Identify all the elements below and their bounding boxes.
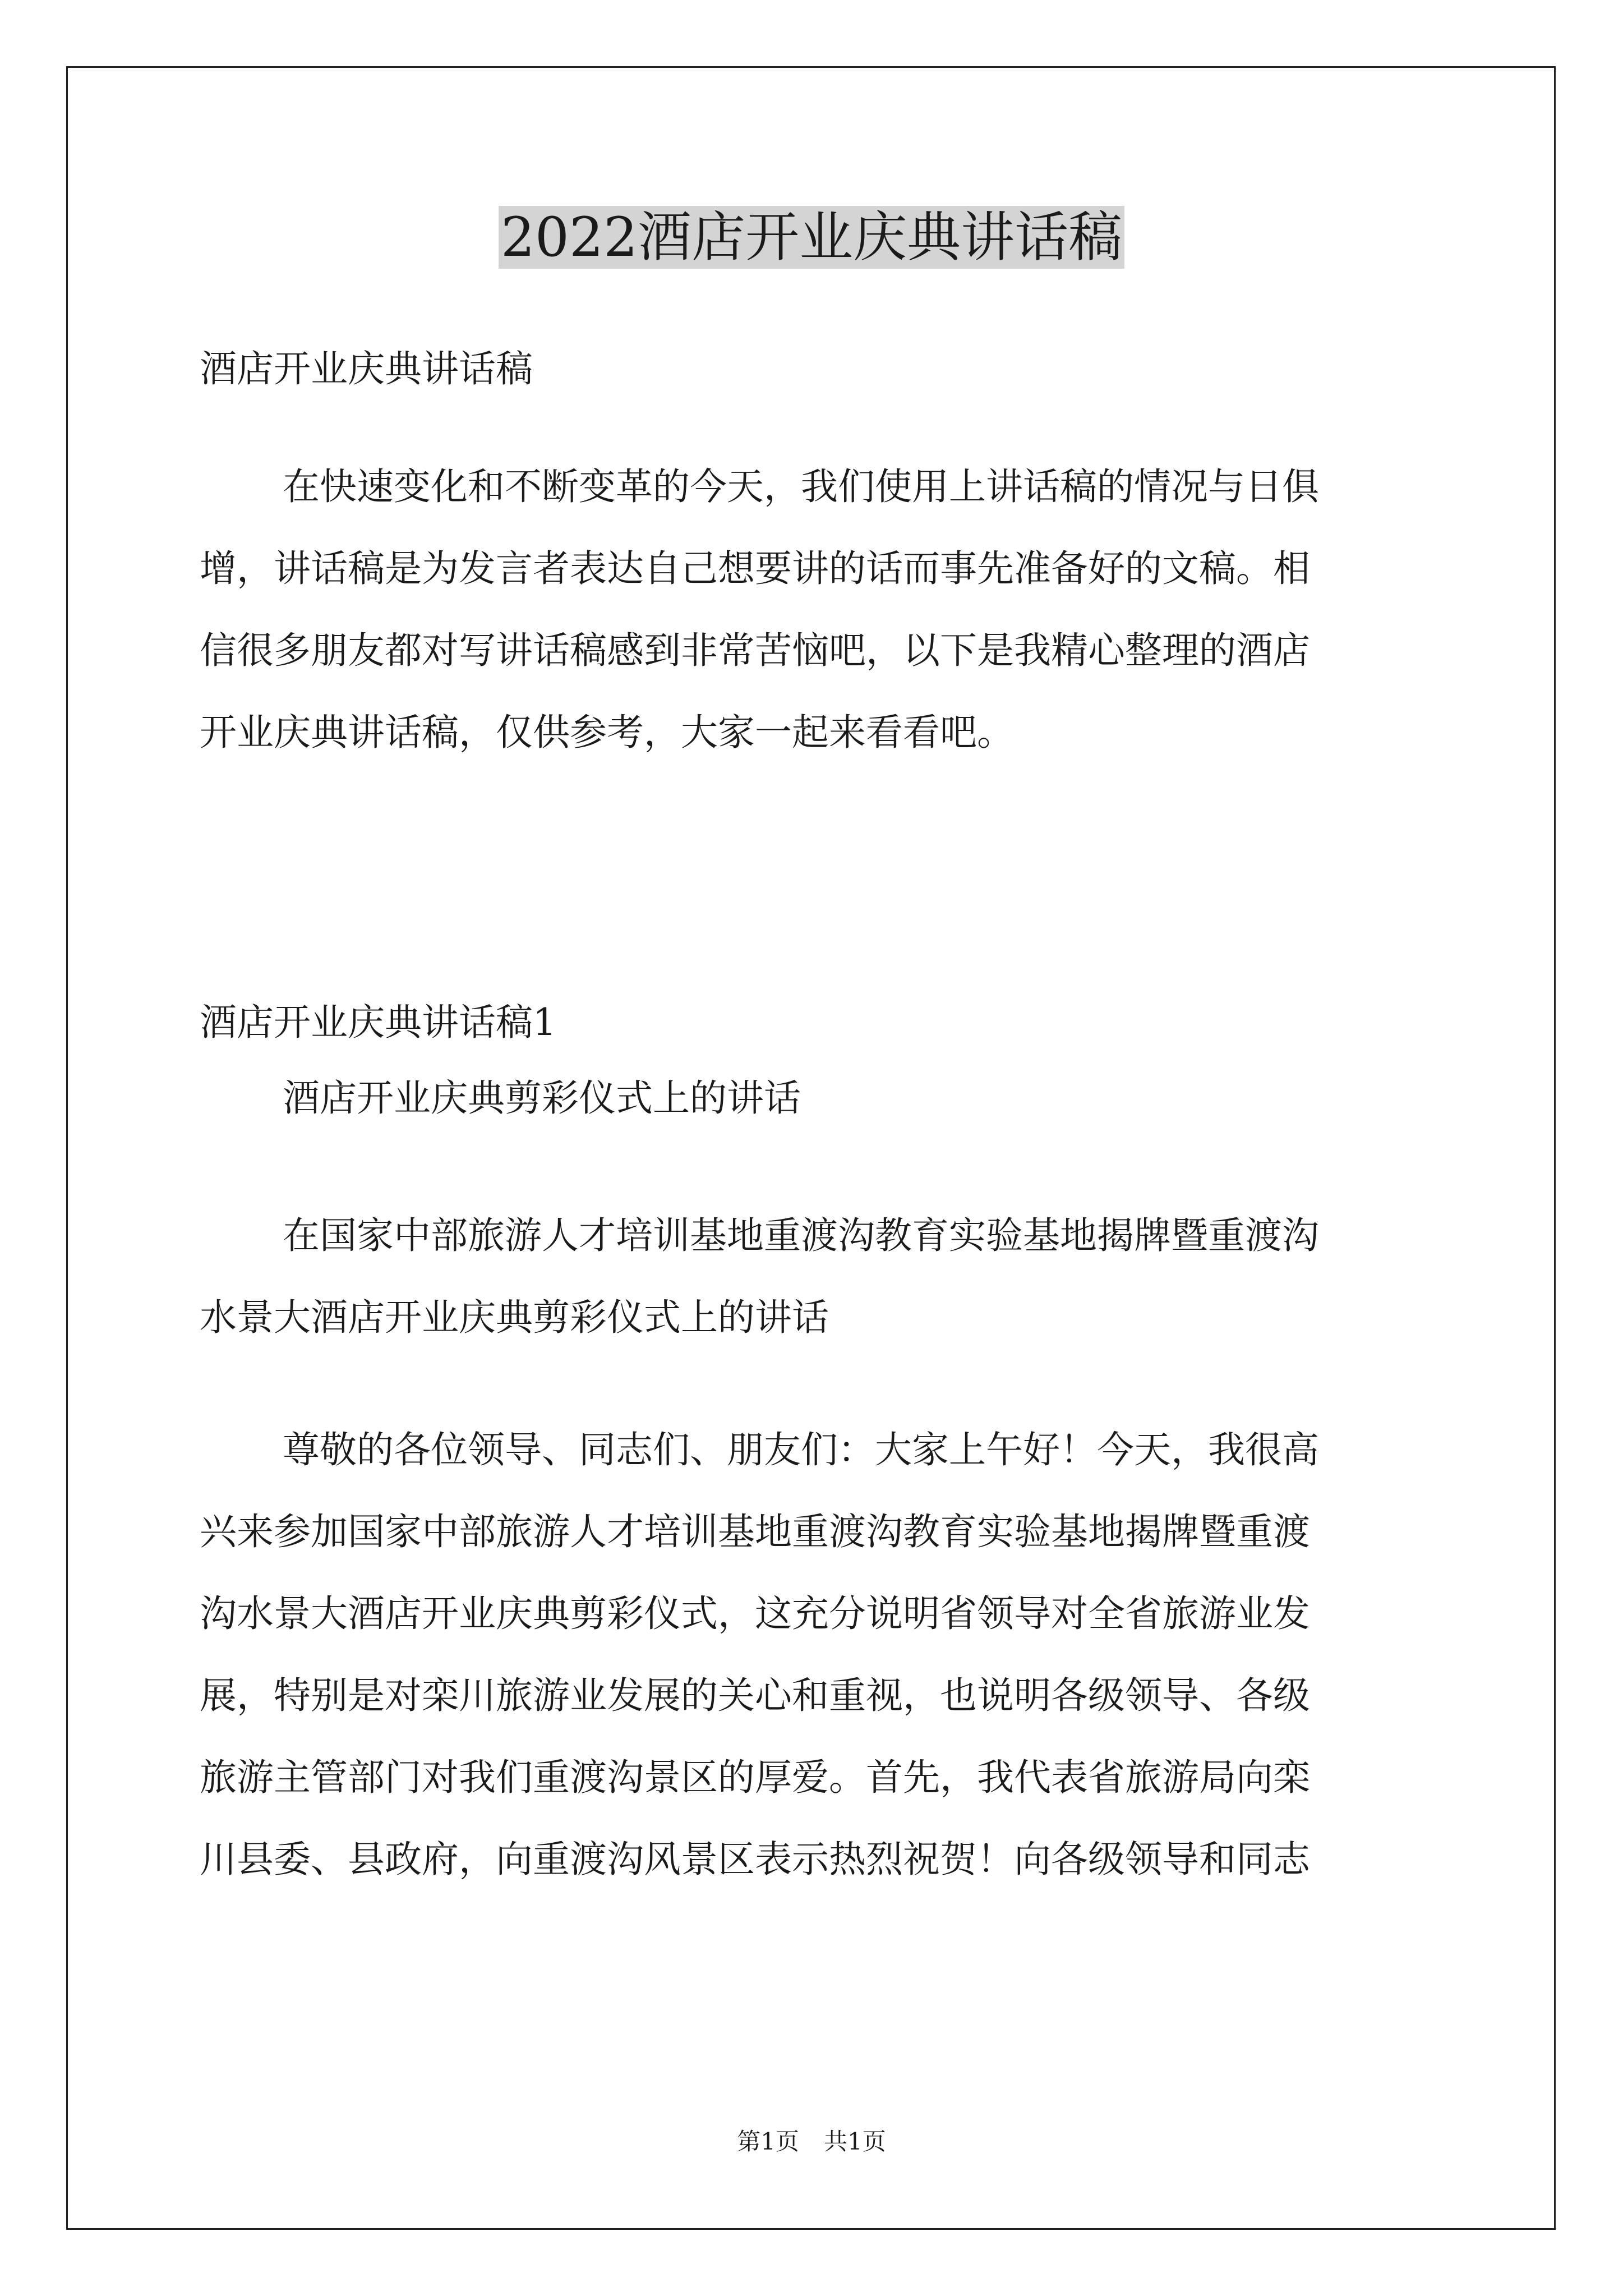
subtitle: 酒店开业庆典讲话稿: [200, 347, 533, 390]
occasion-line: 水景大酒店开业庆典剪彩仪式上的讲话: [200, 1296, 829, 1339]
page-number-total: 共1页: [824, 2128, 886, 2155]
body-line: 川县委、县政府，向重渡沟风景区表示热烈祝贺！向各级领导和同志: [200, 1838, 1310, 1881]
speech-title: 酒店开业庆典剪彩仪式上的讲话: [283, 1076, 801, 1120]
body-line: 兴来参加国家中部旅游人才培训基地重渡沟教育实验基地揭牌暨重渡: [200, 1510, 1310, 1553]
intro-line: 增，讲话稿是为发言者表达自己想要讲的话而事先准备好的文稿。相: [200, 547, 1310, 590]
occasion-paragraph: [200, 1195, 1428, 1359]
body-line: 尊敬的各位领导、同志们、朋友们：大家上午好！今天，我很高: [283, 1428, 1319, 1471]
intro-paragraph: [200, 446, 1428, 774]
document-title-text: 2022酒店开业庆典讲话稿: [499, 206, 1124, 269]
body-line: 旅游主管部门对我们重渡沟景区的厚爱。首先，我代表省旅游局向栾: [200, 1756, 1310, 1799]
page-number-current: 第1页: [737, 2128, 799, 2155]
intro-line: 在快速变化和不断变革的今天，我们使用上讲话稿的情况与日俱: [283, 465, 1319, 508]
body-line: 沟水景大酒店开业庆典剪彩仪式，这充分说明省领导对全省旅游业发: [200, 1592, 1310, 1635]
occasion-line: 在国家中部旅游人才培训基地重渡沟教育实验基地揭牌暨重渡沟: [283, 1214, 1319, 1257]
document-title: [0, 195, 1623, 279]
body-line: 展，特别是对栾川旅游业发展的关心和重视，也说明各级领导、各级: [200, 1674, 1310, 1717]
section-heading: 酒店开业庆典讲话稿1: [200, 1001, 556, 1044]
page-footer: [0, 2125, 1623, 2159]
body-paragraph: [200, 1409, 1428, 1901]
intro-line: 信很多朋友都对写讲话稿感到非常苦恼吧，以下是我精心整理的酒店: [200, 629, 1310, 672]
intro-line: 开业庆典讲话稿，仅供参考，大家一起来看看吧。: [200, 711, 1014, 754]
